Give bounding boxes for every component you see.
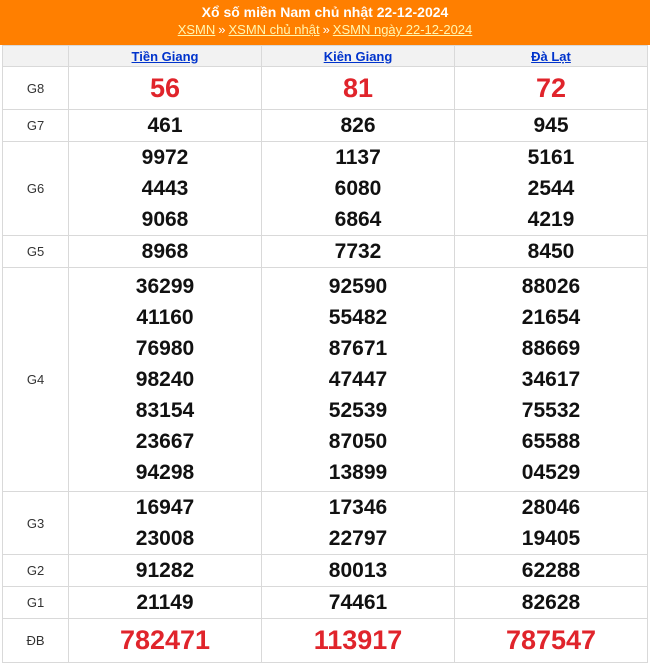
results-table — [2, 45, 648, 663]
winning-number: 87050 — [328, 430, 388, 453]
winning-number: 23667 — [135, 430, 195, 453]
winning-number: 17346 — [328, 496, 388, 519]
winning-number: 7732 — [334, 240, 382, 263]
winning-number: 98240 — [135, 368, 195, 391]
prize-label: G6 — [3, 142, 69, 236]
page-title: Xổ số miền Nam chủ nhật 22-12-2024 — [201, 4, 449, 20]
winning-number: 6864 — [334, 208, 382, 231]
prize-label: G8 — [3, 67, 69, 110]
prize-label: G1 — [3, 587, 69, 619]
prize-cell — [455, 67, 648, 110]
winning-number: 13899 — [328, 461, 388, 484]
prize-cell — [262, 555, 455, 587]
winning-number: 94298 — [135, 461, 195, 484]
prize-row-g8 — [3, 67, 648, 110]
prize-row-g7 — [3, 110, 648, 142]
winning-number: 19405 — [521, 527, 581, 550]
winning-number: 91282 — [135, 559, 195, 582]
prize-cell — [69, 587, 262, 619]
province-link-tien-giang[interactable]: Tiền Giang — [131, 48, 199, 64]
prize-label: G7 — [3, 110, 69, 142]
prize-cell — [262, 67, 455, 110]
winning-number: 82628 — [521, 591, 581, 614]
winning-number: 9972 — [141, 146, 189, 169]
prize-cell — [69, 492, 262, 555]
winning-number: 87671 — [328, 337, 388, 360]
prize-cell — [69, 110, 262, 142]
breadcrumb-link-xsmn-sunday[interactable]: XSMN chủ nhật — [228, 22, 320, 37]
winning-number: 41160 — [136, 306, 194, 329]
prize-column-header — [3, 46, 69, 67]
prize-cell — [69, 555, 262, 587]
winning-number: 461 — [147, 114, 183, 137]
prize-cell — [69, 67, 262, 110]
prize-label: G4 — [3, 268, 69, 492]
winning-number: 52539 — [328, 399, 388, 422]
prize-cell — [455, 142, 648, 236]
prize-cell — [262, 142, 455, 236]
winning-number: 28046 — [521, 496, 581, 519]
winning-number: 22797 — [328, 527, 388, 550]
province-header — [455, 46, 648, 67]
winning-number: 92590 — [328, 275, 388, 298]
prize-row-g2 — [3, 555, 648, 587]
winning-number: 88669 — [521, 337, 581, 360]
winning-number: 62288 — [521, 559, 581, 582]
prize-cell — [262, 268, 455, 492]
prize-cell — [455, 492, 648, 555]
province-header-row — [3, 46, 648, 67]
prize-row-db — [3, 619, 648, 663]
winning-number: 6080 — [334, 177, 382, 200]
winning-number: 55482 — [328, 306, 388, 329]
prize-cell — [69, 236, 262, 268]
prize-cell — [455, 268, 648, 492]
prize-cell — [69, 268, 262, 492]
breadcrumb-link-xsmn[interactable]: XSMN — [177, 22, 216, 37]
winning-number: 36299 — [135, 275, 195, 298]
prize-cell — [262, 110, 455, 142]
winning-number: 80013 — [328, 559, 388, 582]
winning-number: 2544 — [527, 177, 575, 200]
winning-number: 113917 — [313, 625, 403, 655]
winning-number: 5161 — [527, 146, 575, 169]
prize-cell — [455, 619, 648, 663]
prize-label: G3 — [3, 492, 69, 555]
winning-number: 81 — [342, 72, 374, 103]
winning-number: 56 — [149, 72, 181, 103]
winning-number: 945 — [533, 114, 569, 137]
prize-label: ĐB — [3, 619, 69, 663]
prize-cell — [262, 587, 455, 619]
prize-row-g4 — [3, 268, 648, 492]
winning-number: 23008 — [135, 527, 195, 550]
winning-number: 4219 — [527, 208, 575, 231]
winning-number: 21654 — [521, 306, 581, 329]
winning-number: 88026 — [521, 275, 581, 298]
prize-cell — [455, 236, 648, 268]
prize-cell — [455, 587, 648, 619]
winning-number: 16947 — [135, 496, 195, 519]
breadcrumb-link-xsmn-date[interactable]: XSMN ngày 22-12-2024 — [332, 22, 473, 37]
winning-number: 826 — [340, 114, 376, 137]
prize-label: G5 — [3, 236, 69, 268]
winning-number: 21149 — [136, 591, 194, 614]
results-header — [0, 0, 650, 45]
prize-row-g5 — [3, 236, 648, 268]
winning-number: 34617 — [521, 368, 581, 391]
prize-row-g6 — [3, 142, 648, 236]
province-header — [262, 46, 455, 67]
prize-cell — [69, 619, 262, 663]
province-link-kien-giang[interactable]: Kiên Giang — [323, 48, 393, 64]
breadcrumb-separator: » — [218, 22, 226, 37]
breadcrumb-separator: » — [322, 22, 330, 37]
prize-cell — [455, 110, 648, 142]
winning-number: 8968 — [141, 240, 189, 263]
winning-number: 72 — [535, 72, 567, 103]
winning-number: 75532 — [521, 399, 581, 422]
winning-number: 9068 — [141, 208, 189, 231]
winning-number: 76980 — [135, 337, 195, 360]
prize-cell — [262, 619, 455, 663]
winning-number: 1137 — [335, 146, 381, 169]
prize-row-g1 — [3, 587, 648, 619]
winning-number: 04529 — [521, 461, 581, 484]
winning-number: 8450 — [527, 240, 575, 263]
winning-number: 65588 — [521, 430, 581, 453]
province-header — [69, 46, 262, 67]
prize-label: G2 — [3, 555, 69, 587]
winning-number: 74461 — [328, 591, 388, 614]
prize-cell — [262, 236, 455, 268]
winning-number: 782471 — [119, 625, 211, 655]
winning-number: 83154 — [135, 399, 195, 422]
winning-number: 47447 — [328, 368, 388, 391]
prize-cell — [455, 555, 648, 587]
winning-number: 4443 — [141, 177, 189, 200]
prize-row-g3 — [3, 492, 648, 555]
breadcrumb — [0, 21, 650, 38]
prize-cell — [69, 142, 262, 236]
province-link-da-lat[interactable]: Đà Lạt — [531, 48, 571, 64]
winning-number: 787547 — [505, 625, 597, 655]
prize-cell — [262, 492, 455, 555]
